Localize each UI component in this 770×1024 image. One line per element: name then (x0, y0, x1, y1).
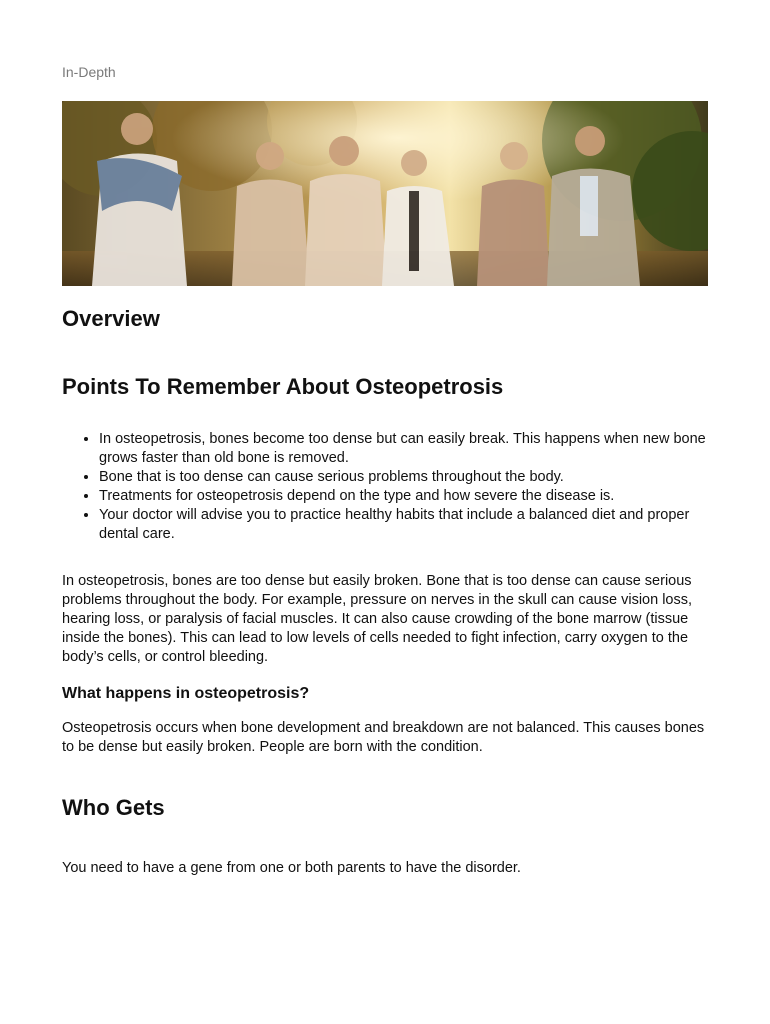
list-item: • In osteopetrosis, bones become too dense but can easily break. This happens when new bone grows faster than old bone is removed. (99, 430, 710, 468)
overview-heading: Overview (62, 306, 160, 331)
list-item: • Bone that is too dense can cause serious problems throughout the body. (99, 468, 710, 487)
who-gets-paragraph: You need to have a gene from one or both parents to have the disorder. (62, 860, 521, 876)
list-item: • Treatments for osteopetrosis depend on the type and how severe the disease is. (99, 487, 710, 506)
what-heading: What happens in osteopetrosis? (62, 685, 310, 702)
section-label: In-Depth (62, 64, 116, 80)
points-heading: Points To Remember About Osteopetrosis (62, 374, 504, 399)
article-content (62, 306, 710, 878)
intro-paragraph: In osteopetrosis, bones are too dense but easily broken. Bone that is too dense can cause serious problems throughout the body. For example, pressure on nerves in the skull can cause vision loss, hearing loss, or paralysis of facial muscles. It can also cause crowding of the bone marrow (tissue inside the bones). This can lead to low levels of cells needed to fight infection, carry oxygen to the body’s cells, or control bleeding. (62, 573, 693, 665)
who-gets-heading: Who Gets (62, 795, 165, 820)
hero-photo (62, 101, 708, 286)
points-list (62, 430, 710, 544)
list-item: • Your doctor will advise you to practice healthy habits that include a balanced diet and proper dental care. (99, 506, 710, 544)
what-paragraph: Osteopetrosis occurs when bone development and breakdown are not balanced. This causes bones to be dense but easily broken. People are born with the condition. (62, 720, 705, 755)
